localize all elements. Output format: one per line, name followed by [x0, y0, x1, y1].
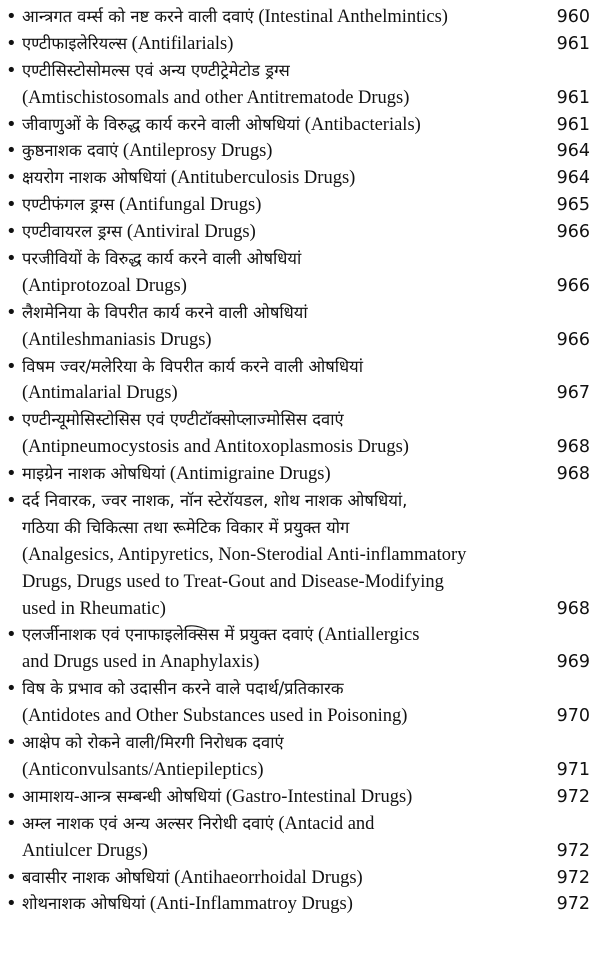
toc-entry [0, 4, 600, 31]
bullet-icon: • [6, 59, 17, 81]
page-number: 966 [556, 329, 590, 350]
entry-title-english: (Antipneumocystosis and Antitoxoplasmosis Drugs) [22, 437, 409, 458]
bullet-icon: • [6, 893, 17, 915]
entry-title-hindi: एण्टीफंगल ड्रग्स [22, 195, 115, 215]
toc-entry-line [0, 407, 600, 434]
entry-title-hindi: आक्षेप को रोकने वाली/मिरगी निरोधक दवाएं [22, 733, 284, 753]
entry-title-english: Drugs, Drugs used to Treat-Gout and Disease-Modifying [22, 571, 444, 592]
entry-title-english: (Anticonvulsants/Antiepileptics) [22, 759, 264, 780]
toc-entry-line [0, 838, 600, 865]
entry-title-hindi: परजीवियों के विरुद्ध कार्य करने वाली ओषधियां [22, 249, 302, 269]
toc-entry-line [0, 112, 600, 139]
entry-title-hindi: कुष्ठनाशक दवाएं [22, 141, 119, 161]
toc-entry-line [0, 219, 600, 246]
entry-title-english: (Antimigraine Drugs) [169, 464, 331, 485]
toc-entry [0, 891, 600, 918]
toc-entry [0, 112, 600, 139]
entry-title-hindi: आन्त्रगत वर्म्स को नष्ट करने वाली दवाएं [22, 7, 254, 26]
entry-title-english: Antiulcer Drugs) [22, 840, 148, 861]
entry-title-english: (Antifungal Drugs) [119, 195, 262, 216]
entry-title-hindi: विष के प्रभाव को उदासीन करने वाले पदार्थ/प्रतिकारक [22, 679, 344, 699]
toc-entry [0, 784, 600, 811]
bullet-icon: • [6, 6, 17, 27]
bullet-icon: • [6, 113, 17, 135]
toc-entry-line [0, 757, 600, 784]
bullet-icon: • [6, 32, 17, 54]
toc-entry-line [0, 461, 600, 488]
entry-title-english: (Antiviral Drugs) [126, 222, 256, 243]
entry-title-english: (Antidotes and Other Substances used in Poisoning) [22, 706, 408, 727]
page-number: 961 [556, 114, 590, 135]
entry-title-hindi: विषम ज्वर/मलेरिया के विपरीत कार्य करने वाली ओषधियां [22, 356, 364, 376]
bullet-icon: • [6, 221, 17, 243]
bullet-icon: • [6, 140, 17, 162]
entry-title-english: (Analgesics, Antipyretics, Non-Sterodial Anti-inflammatory [22, 544, 467, 565]
entry-title-hindi: गठिया की चिकित्सा तथा रूमेटिक विकार में प्रयुक्त योग [22, 517, 350, 537]
toc-entry [0, 58, 600, 112]
entry-title-english: (Antimalarial Drugs) [22, 383, 178, 404]
bullet-icon: • [6, 463, 17, 485]
entry-title-english: (Antileshmaniasis Drugs) [22, 329, 212, 350]
bullet-icon: • [6, 678, 17, 700]
toc-entry-line [0, 434, 600, 461]
entry-title-english: used in Rheumatic) [22, 598, 166, 619]
toc-entry [0, 407, 600, 461]
entry-title-english: (Intestinal Anthelmintics) [258, 7, 448, 27]
bullet-icon: • [6, 167, 17, 189]
toc-entry [0, 354, 600, 408]
toc-entry-line [0, 865, 600, 892]
toc-entry-line [0, 4, 600, 31]
entry-title-hindi: लैशमेनिया के विपरीत कार्य करने वाली ओषधियां [22, 302, 308, 322]
entry-title-english: (Antibacterials) [304, 114, 421, 135]
toc-entry [0, 138, 600, 165]
toc-entry [0, 246, 600, 300]
page-number: 972 [556, 867, 590, 888]
bullet-icon: • [6, 866, 17, 888]
toc-entry-line [0, 380, 600, 407]
entry-title-hindi: एण्टीन्यूमोसिस्टोसिस एवं एण्टीटॉक्सोप्लाज्मोसिस दवाएं [22, 410, 344, 430]
toc-entry [0, 219, 600, 246]
page-number: 967 [556, 383, 590, 404]
entry-title-hindi: शोथनाशक ओषधियां [22, 894, 146, 914]
entry-title-hindi: एलर्जीनाशक एवं एनाफाइलेक्सिस में प्रयुक्त दवाएं [22, 625, 314, 645]
page-number: 968 [556, 598, 590, 619]
toc-entry [0, 165, 600, 192]
page-number: 966 [556, 275, 590, 296]
entry-title-hindi: एण्टीसिस्टोसोमल्स एवं अन्य एण्टीट्रेमेटोड ड्रग्स [22, 60, 290, 80]
entry-title-english: (Antileprosy Drugs) [122, 141, 273, 162]
entry-title-hindi: एण्टीफाइलेरियल्स [22, 33, 128, 53]
entry-title-english: (Antiallergics [318, 625, 420, 646]
toc-entry-line [0, 891, 600, 918]
entry-title-english: (Antituberculosis Drugs) [170, 168, 356, 189]
toc-entry-line [0, 676, 600, 703]
toc-entry-line [0, 354, 600, 381]
entry-title-hindi: अम्ल नाशक एवं अन्य अल्सर निरोधी दवाएं [22, 813, 274, 833]
toc-entry-line [0, 138, 600, 165]
toc-entry [0, 865, 600, 892]
entry-title-english: and Drugs used in Anaphylaxis) [22, 652, 260, 673]
toc-entry-line [0, 85, 600, 112]
toc-entry [0, 811, 600, 865]
page-number: 961 [556, 33, 590, 54]
toc-entry-line [0, 811, 600, 838]
page-number: 970 [556, 706, 590, 727]
toc-entry-line [0, 165, 600, 192]
entry-title-english: (Amtischistosomals and other Antitrematode Drugs) [22, 87, 410, 108]
entry-title-hindi: एण्टीवायरल ड्रग्स [22, 222, 123, 242]
toc-entry-line [0, 596, 600, 623]
entry-title-english: (Antihaeorrhoidal Drugs) [174, 867, 363, 888]
entry-title-english: (Antifilarials) [131, 33, 234, 54]
page-number: 960 [556, 7, 590, 27]
page-number: 965 [556, 195, 590, 216]
page-number: 972 [556, 786, 590, 807]
toc-entry [0, 300, 600, 354]
entry-title-hindi: जीवाणुओं के विरुद्ध कार्य करने वाली ओषधियां [22, 114, 301, 134]
toc-entry-line [0, 273, 600, 300]
toc-entry-line [0, 515, 600, 542]
page-number: 971 [556, 759, 590, 780]
bullet-icon: • [6, 248, 17, 270]
toc-entry-line [0, 542, 600, 569]
toc-entry-line [0, 569, 600, 596]
entry-title-hindi: माइग्रेन नाशक ओषधियां [22, 464, 166, 484]
page-number: 964 [556, 141, 590, 162]
toc-entry-line [0, 327, 600, 354]
bullet-icon: • [6, 812, 17, 834]
bullet-icon: • [6, 301, 17, 323]
toc-entry [0, 622, 600, 676]
page-number: 969 [556, 652, 590, 673]
entry-title-hindi: क्षयरोग नाशक ओषधियां [22, 168, 167, 188]
bullet-icon: • [6, 409, 17, 431]
bullet-icon: • [6, 355, 17, 377]
entry-title-english: (Antiprotozoal Drugs) [22, 275, 187, 296]
toc-entry-line [0, 58, 600, 85]
toc-entry-line [0, 784, 600, 811]
toc-entry [0, 31, 600, 58]
toc-entry-line [0, 300, 600, 327]
toc-entry-line [0, 31, 600, 58]
toc-entry [0, 676, 600, 730]
bullet-icon: • [6, 490, 17, 512]
toc-entry-line [0, 649, 600, 676]
toc-entry [0, 192, 600, 219]
toc-entry-line [0, 622, 600, 649]
page-number: 961 [556, 87, 590, 108]
entry-title-english: (Anti-Inflammatroy Drugs) [149, 894, 353, 915]
bullet-icon: • [6, 194, 17, 216]
page-number: 972 [556, 840, 590, 861]
toc-entry [0, 461, 600, 488]
toc-entry [0, 488, 600, 622]
toc-entry-line [0, 192, 600, 219]
toc-entry-line [0, 730, 600, 757]
toc-entry-line [0, 488, 600, 515]
toc-entry-line [0, 246, 600, 273]
page-number: 968 [556, 464, 590, 485]
page-number: 964 [556, 168, 590, 189]
bullet-icon: • [6, 624, 17, 646]
entry-title-hindi: दर्द निवारक, ज्वर नाशक, नॉन स्टेरॉयडल, शोथ नाशक ओषधियां, [22, 491, 408, 511]
entry-title-hindi: आमाशय-आन्त्र सम्बन्धी ओषधियां [22, 786, 222, 806]
entry-title-english: (Gastro-Intestinal Drugs) [225, 786, 413, 807]
bullet-icon: • [6, 785, 17, 807]
page-number: 968 [556, 437, 590, 458]
page-number: 972 [556, 894, 590, 915]
bullet-icon: • [6, 732, 17, 754]
entry-title-hindi: बवासीर नाशक ओषधियां [22, 867, 170, 887]
toc-entry [0, 730, 600, 784]
page-number: 966 [556, 222, 590, 243]
toc-entry-line [0, 703, 600, 730]
entry-title-english: (Antacid and [278, 813, 375, 834]
